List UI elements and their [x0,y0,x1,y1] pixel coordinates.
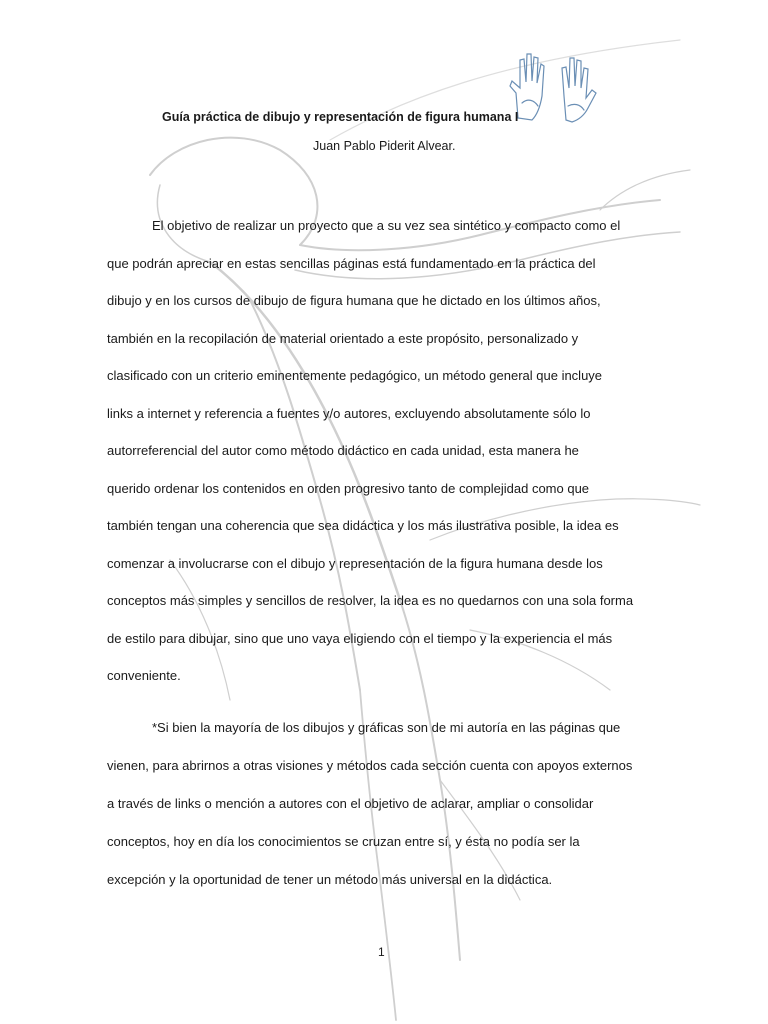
document-title: Guía práctica de dibujo y representación de figura humana I [162,110,519,124]
text-line: autorreferencial del autor como método didáctico en cada unidad, esta manera he [107,443,579,458]
text-line: conceptos, hoy en día los conocimientos se cruzan entre sí, y ésta no podía ser la [107,834,580,849]
text-line: clasificado con un criterio eminentemente pedagógico, un método general que incluye [107,368,603,383]
text-line: links a internet y referencia a fuentes y/o autores, excluyendo absolutamente sólo lo [107,405,591,421]
text-line: que podrán apreciar en estas sencillas páginas está fundamentado en la práctica del [107,255,596,271]
text-line: excepción y la oportunidad de tener un método más universal en la didáctica. [107,872,553,887]
text-line: querido ordenar los contenidos en orden progresivo tanto de complejidad como que [107,480,590,496]
text-line: dibujo y en los cursos de dibujo de figura humana que he dictado en los últimos años, [107,293,601,308]
text-line: *Si bien la mayoría de los dibujos y gráficas son de mi autoría en las páginas que [152,720,621,735]
text-line: El objetivo de realizar un proyecto que a su vez sea sintético y compacto como el [152,218,621,233]
page-number: 1 [378,945,385,959]
text-line: comenzar a involucrarse con el dibujo y representación de la figura humana desde los [107,555,603,571]
text-line: también en la recopilación de material orientado a este propósito, personalizado y [107,330,579,346]
author-name: Juan Pablo Piderit Alvear. [313,139,456,153]
text-line: de estilo para dibujar, sino que uno vaya eligiendo con el tiempo y la experiencia el más [107,630,613,646]
text-line: también tengan una coherencia que sea didáctica y los más ilustrativa posible, la idea es [107,518,619,533]
text-line: a través de links o mención a autores con el objetivo de aclarar, ampliar o consolidar [107,796,594,811]
text-line: conveniente. [107,668,181,683]
text-line: vienen, para abrirnos a otras visiones y métodos cada sección cuenta con apoyos externos [107,758,633,773]
text-line: conceptos más simples y sencillos de resolver, la idea es no quedarnos con una sola forma [107,593,634,608]
